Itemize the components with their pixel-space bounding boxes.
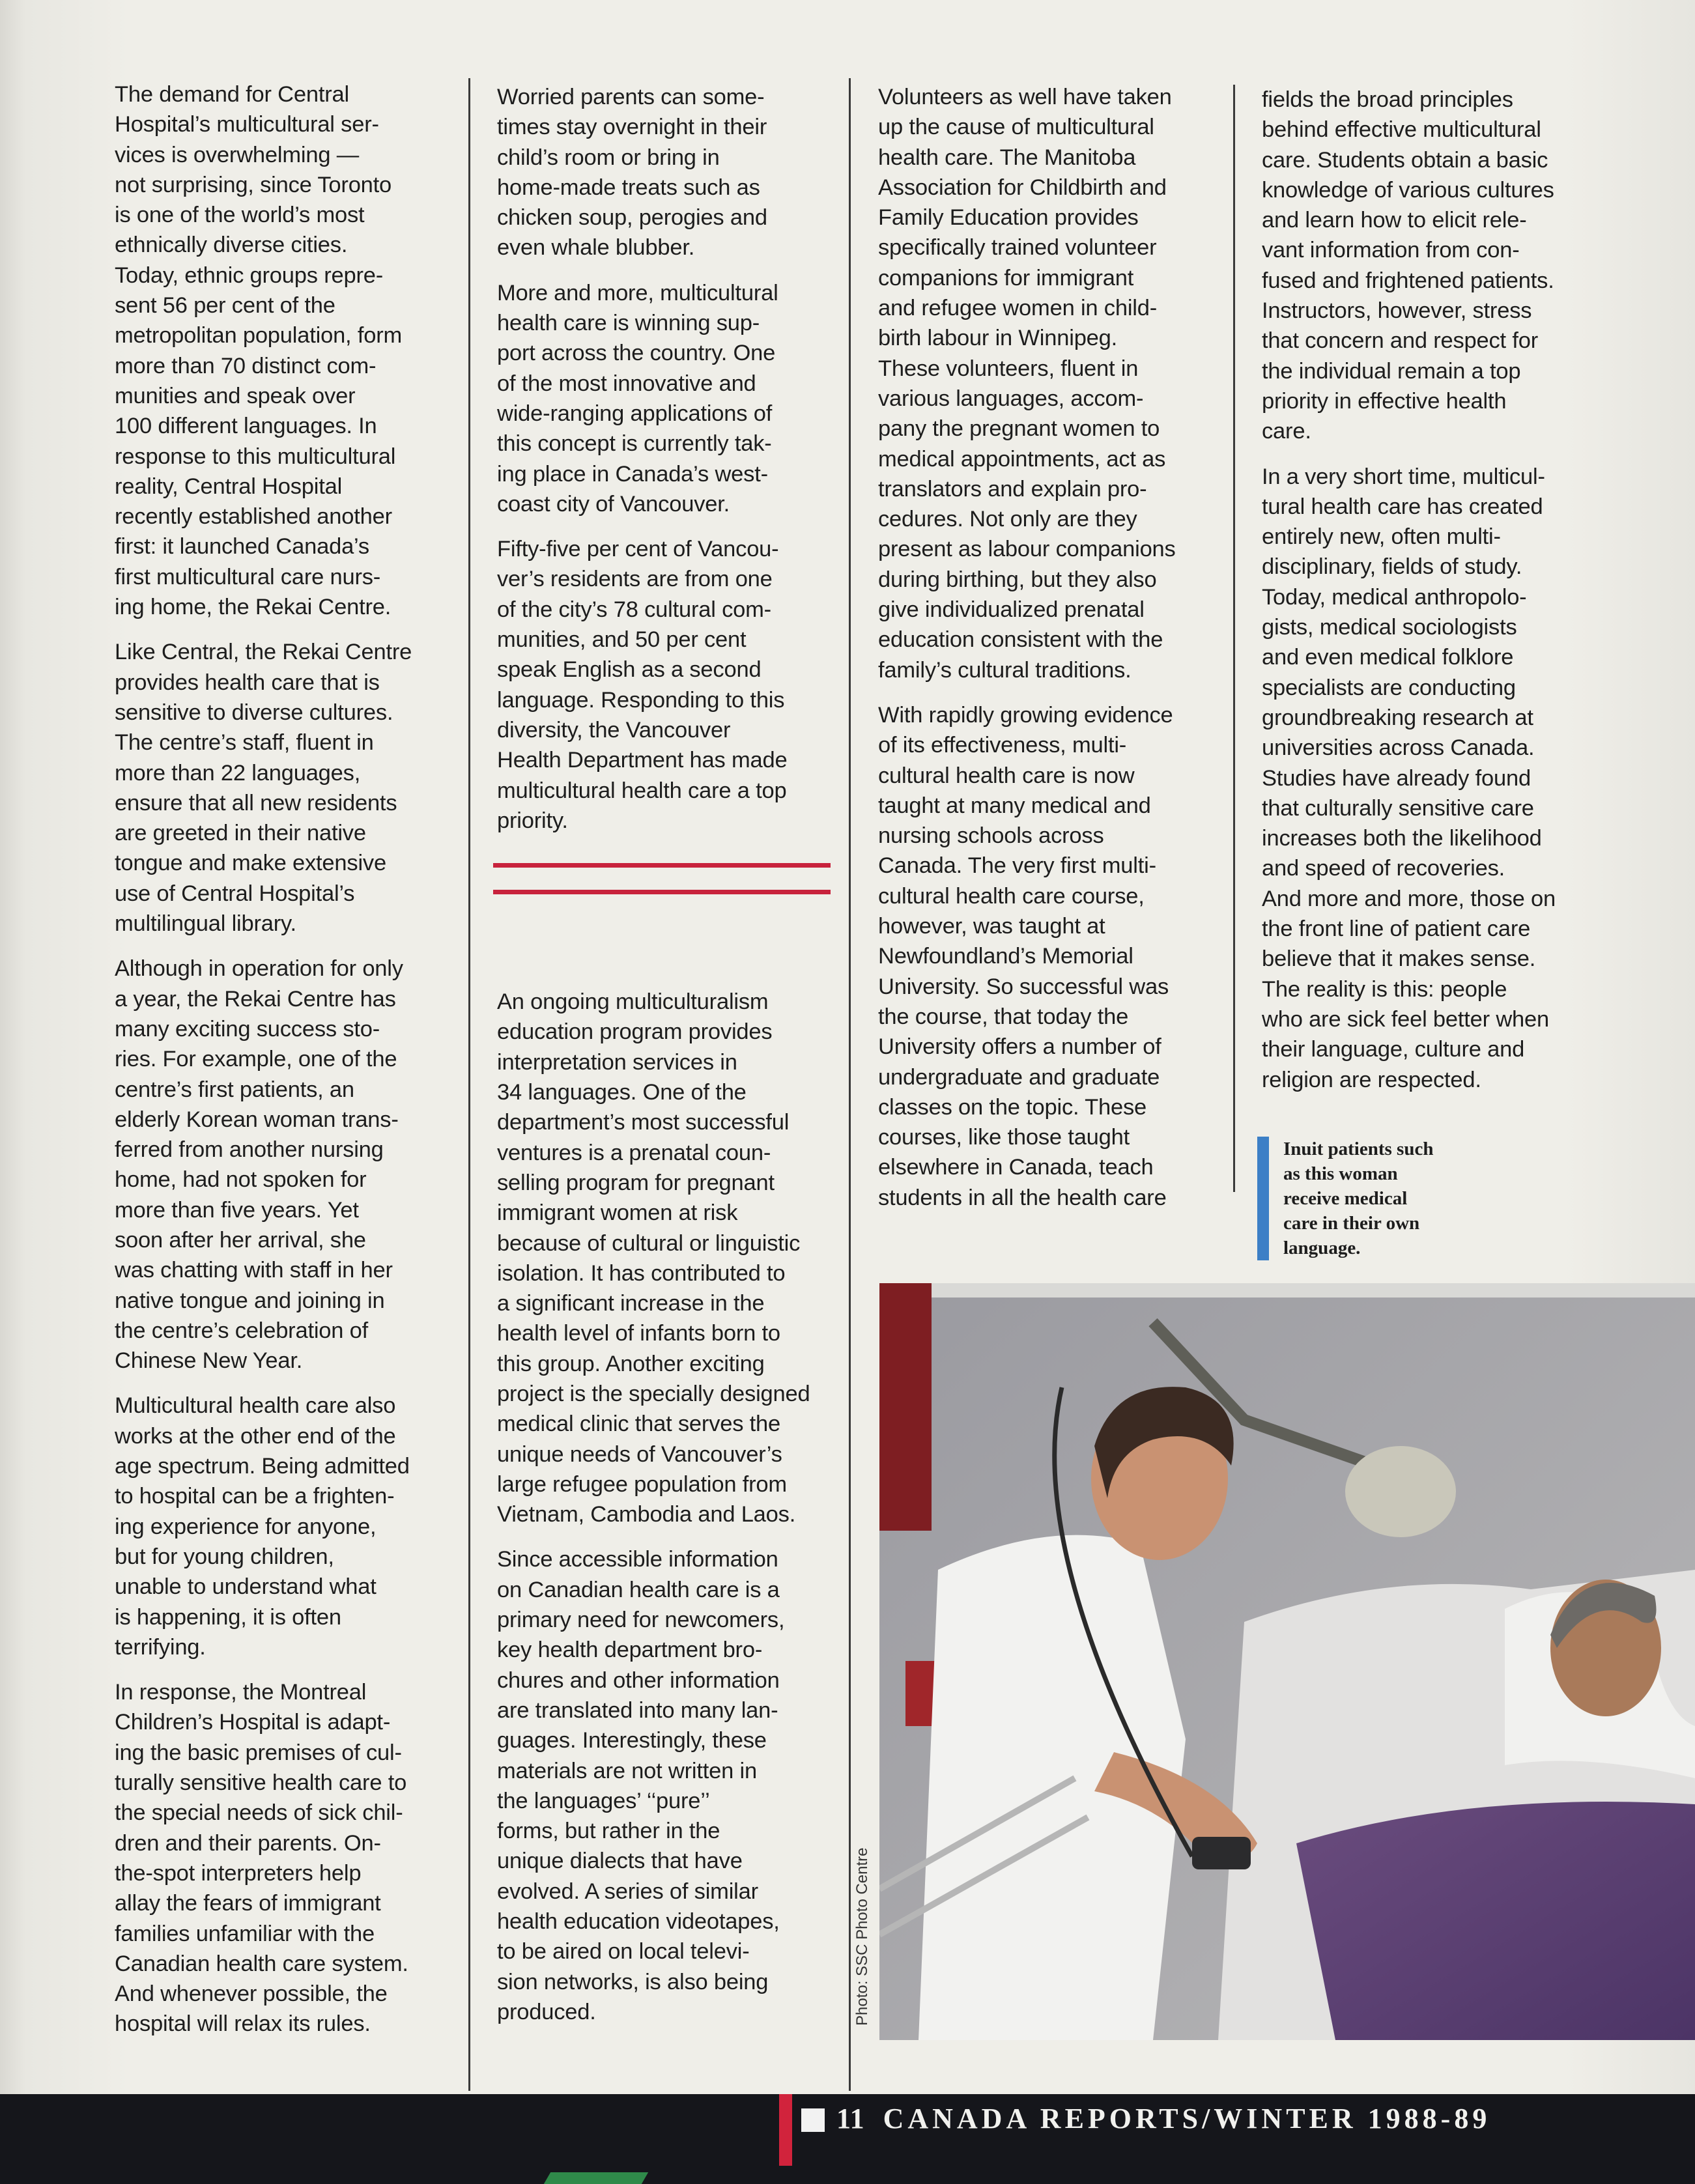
photo-credit: Photo: SSC Photo Centre (853, 1847, 871, 2026)
column-divider (468, 78, 470, 2091)
article-column-4 (1262, 85, 1601, 1110)
paragraph: Multicultural health care also works at the other end of the age spectrum. Being admitted to hospital can be a frighten- ing experience for anyone, but for young children, unable to understand what is happening, it is often terrifying. (115, 1393, 410, 1660)
article-column-3 (878, 82, 1223, 1228)
paragraph: Although in operation for only a year, the Rekai Centre has many exciting success sto- ries. For example, one of the centre’s first patients, an elderly Korean woman trans- ferred from another nursing home, had not spoken for more than five years. Yet soon after her arrival, she was chatting with staff in her native tongue and joining in the centre’s celebration of Chinese New Year. (115, 956, 403, 1374)
paragraph: Since accessible information on Canadian health care is a primary need for newcomers, key health department bro- chures and other information are translated into many lan- guages. Interestingly, these materials are not written in the languages’ ‘‘pure’’ forms, but rather in the unique dialects that have evolved. A series of similar health education videotapes, to be aired on local televi- sion networks, is also being produced. (497, 1547, 785, 2024)
footer-square-icon (801, 2108, 825, 2132)
paragraph: Volunteers as well have taken up the cause of multicultural health care. The Manitoba Association for Childbirth and Family Education provides specifically trained volunteer companions for immigrant and refugee women in child- birth labour in Winnipeg. These volunteers, fluent in various languages, accom- pany the pregnant women to medical appointments, act as translators and explain pro- cedures. Not only are they present as labour companions during birthing, but they also give individualized prenatal education consistent with the family’s cultural traditions. (878, 85, 1176, 683)
photo-caption: Inuit patients such as this woman receive medical care in their own language. (1257, 1137, 1498, 1260)
nurse-patient-illustration (879, 1283, 1695, 2040)
paragraph: Like Central, the Rekai Centre provides health care that is sensitive to diverse cultures. The centre’s staff, fluent in more than 22 languages, ensure that all new residents are greeted in their native tongue and make extensive use of Central Hospital’s multilingual library. (115, 640, 412, 937)
paragraph: Worried parents can some- times stay overnight in their child’s room or bring in home-made treats such as chicken soup, perogies and even whale blubber. (497, 85, 767, 261)
paragraph: More and more, multicultural health care is winning sup- port across the country. One of the most innovative and wide-ranging applications of this concept is currently tak- ing place in Canada’s west- coast city of Vancouver. (497, 280, 778, 517)
paragraph: With rapidly growing evidence of its effectiveness, multi- cultural health care is now taught at many medical and nursing schools across Canada. The very first multi- cultural health care course, however, was taught at Newfoundland’s Memorial University. So successful was the course, that today the University offers a number of undergraduate and graduate classes on the topic. These courses, like those taught elsewhere in Canada, teach students in all the health care (878, 702, 1173, 1210)
paragraph: An ongoing multiculturalism education program provides interpretation services in 34 languages. One of the department’s most successful ventures is a prenatal coun- selling program for pregnant immigrant women at risk because of cultural or linguistic isolation. It has contributed to a significant increase in the health level of infants born to this group. Another exciting project is the specially designed medical clinic that serves the unique needs of Vancouver’s large refugee population from Vietnam, Cambodia and Laos. (497, 989, 810, 1527)
footer-red-bar (779, 2094, 792, 2166)
publication-title: CANADA REPORTS/WINTER 1988-89 (883, 2103, 1491, 2134)
page-number: 11 (836, 2103, 865, 2134)
article-column-2 (497, 82, 836, 2042)
pull-quote (493, 863, 831, 894)
paragraph: The demand for Central Hospital’s multicultural ser- vices is overwhelming — not surprising, since Toronto is one of the world’s most ethnically diverse cities. Today, ethnic groups repre- sent 56 per cent of the metropolitan population, form more than 70 distinct com- munities and speak over 100 different languages. In response to this multicultural reality, Central Hospital recently established another first: it launched Canada’s first multicultural care nurs- ing home, the Rekai Centre. (115, 82, 403, 620)
column-divider (1233, 85, 1235, 1192)
paragraph: fields the broad principles behind effective multicultural care. Students obtain a basic knowledge of various cultures and learn how to elicit rele- vant information from con- fused and frightened patients. Instructors, however, stress that concern and respect for the individual remain a top priority in effective health care. (1262, 87, 1554, 444)
decorative-green-strip (544, 2172, 648, 2184)
article-column-1 (115, 79, 453, 2054)
footer-text (836, 2102, 1490, 2135)
paragraph: Fifty-five per cent of Vancou- ver’s residents are from one of the city’s 78 cultural com- munities, and 50 per cent speak English as a second language. Responding to this diversity, the Vancouver Health Department has made multicultural health care a top priority. (497, 537, 788, 833)
page-footer (0, 2094, 1695, 2184)
paragraph: In a very short time, multicul- tural health care has created entirely new, often multi- disciplinary, fields of study. Today, medical anthropolo- gists, medical sociologists and even medical folklore specialists are conducting groundbreaking research at universities across Canada. Studies have already found that culturally sensitive care increases both the likelihood and speed of recoveries. And more and more, those on the front line of patient care believe that it makes sense. The reality is this: people who are sick feel better when their language, culture and religion are respected. (1262, 464, 1556, 1092)
column-divider (849, 78, 851, 2091)
article-photo (879, 1283, 1695, 2040)
paragraph: In response, the Montreal Children’s Hospital is adapt- ing the basic premises of cul- turally sensitive health care to the special needs of sick chil- dren and their parents. On- the-spot interpreters help allay the fears of immigrant families unfamiliar with the Canadian health care system. And whenever possible, the hospital will relax its rules. (115, 1680, 408, 2037)
